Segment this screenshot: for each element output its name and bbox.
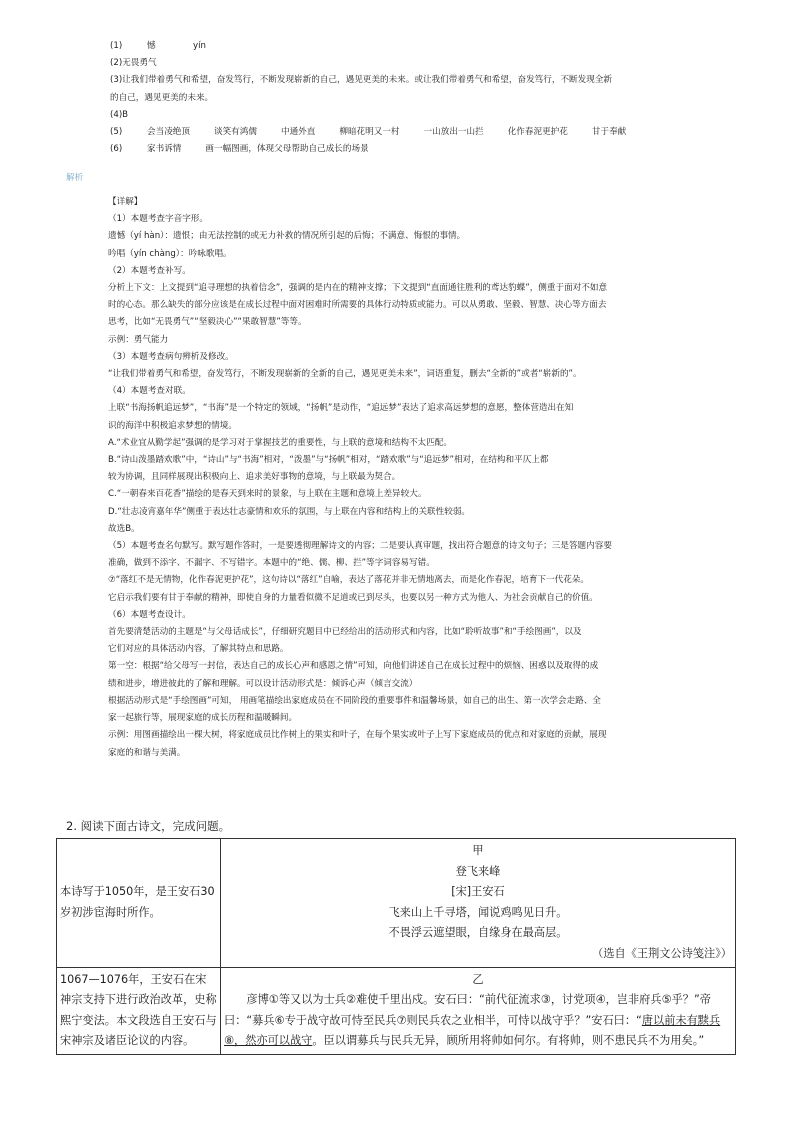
answer-2: (2)无畏勇气 xyxy=(110,58,157,69)
detail-line: 分析上下文：上文提到“追寻理想的执着信念”，强调的是内在的精神支撑；下文提到“直面通往胜利的鸢达豹蝶”，侧重于面对不如意 xyxy=(108,283,608,294)
detail-line: （1）本题考查字音字形。 xyxy=(108,214,208,225)
poem-author: [宋]王安石 xyxy=(451,885,505,899)
poem-line: 飞来山上千寻塔，闻说鸡鸣见日升。 xyxy=(388,905,568,919)
question-2-title: 2. 阅读下面古诗文，完成问题。 xyxy=(66,819,231,833)
answer-number: (1) xyxy=(110,41,123,51)
detail-line: 遗憾（yí hàn）：遗恨；由无法控制的或无力补救的情况所引起的后悔；不满意、悔恨的事情。 xyxy=(108,231,466,242)
underlined-sentence: 唐以前未有黩兵⑧，然亦可以战守 xyxy=(224,1013,721,1048)
detail-line: （2）本题考查补写。 xyxy=(108,265,191,276)
analysis-detail xyxy=(108,194,718,762)
poem-source: （选自《王荆文公诗笺注》） xyxy=(592,946,732,960)
detail-line: 上联“书海扬帆追远梦”，“书海”是一个特定的领域，“扬帆”是动作，“追远梦”表达了追求高远梦想的意愿，整体营造出在知 xyxy=(108,403,574,414)
footnote-marker: ⑥ xyxy=(274,1013,285,1027)
footnote-marker: ③ xyxy=(540,993,551,1007)
detail-line: 绩和进步，增进彼此的了解和理解。可以设计活动形式是：倾诉心声（倾言交流） xyxy=(108,678,418,689)
analysis-label: 解析 xyxy=(66,173,84,183)
detail-line: 家庭的和谐与美满。 xyxy=(108,747,186,758)
footnote-marker: ② xyxy=(345,993,356,1007)
answer-text: yín xyxy=(193,41,206,51)
answer-text: 憾 xyxy=(147,41,156,51)
answer-4: (4)B xyxy=(110,109,129,120)
detail-line: 示例：勇气能力 xyxy=(108,334,169,345)
section-label: 乙 xyxy=(472,972,484,986)
poem-cell xyxy=(221,839,736,968)
poem-title: 登飞来峰 xyxy=(455,864,501,878)
detail-line: 时的心态。那么缺失的部分应该是在成长过程中面对困难时所需要的具体行动特质或能力。可以从勇敢、坚毅、智慧、决心等方面去 xyxy=(108,300,607,311)
answer-item: 柳暗花明又一村 xyxy=(339,127,400,138)
answer-3: (3)让我们带着勇气和希望，奋发笃行，不断发现崭新的自己，遇见更美的未来。或让我们带着勇气和希望，奋发笃行，不断发现全新 xyxy=(110,75,613,86)
detail-line: A.“术业宜从勤学起”强调的是学习对于掌握技艺的重要性，与上联的意境和结构不太匹配。 xyxy=(108,437,452,448)
detail-line: 思考，比如“无畏勇气”“坚毅决心”“果敢智慧”等等。 xyxy=(108,317,307,328)
detail-line: 第一空：根据“给父母写一封信，表达自己的成长心声和感恩之情”可知，向他们讲述自己在成长过程中的烦恼、困惑以及取得的成 xyxy=(108,661,599,672)
footnote-marker: ④ xyxy=(595,993,606,1007)
section-label: 甲 xyxy=(472,844,484,857)
answer-1 xyxy=(110,38,750,55)
table-row xyxy=(57,839,736,968)
answer-6: (6) 家书诉情 画一幅图画，体现父母帮助自己成长的场景 xyxy=(110,141,750,158)
detail-line: （5）本题考查名句默写。默写题作答时，一是要透彻理解诗文的内容；二是要认真审题，找出符合题意的诗文句子；三是答题内容要 xyxy=(108,541,612,552)
detail-line: 故选B。 xyxy=(108,523,140,534)
detail-line: （3）本题考查病句辨析及修改。 xyxy=(108,351,234,362)
answer-item: 画一幅图画，体现父母帮助自己成长的场景 xyxy=(205,144,369,155)
footnote-marker: ⑦ xyxy=(396,1013,407,1027)
detail-line: 家一起旅行等，展现家庭的成长历程和温暖瞬间。 xyxy=(108,713,298,724)
detail-line: 它们对应的具体活动内容，了解其特点和思路。 xyxy=(108,644,289,655)
background-note: 本诗写于1050年，是王安石30岁初涉宦海时所作。 xyxy=(57,839,221,968)
answer-3-cont: 的自己，遇见更美的未来。 xyxy=(110,92,214,103)
table-row xyxy=(57,967,736,1054)
prose-cell xyxy=(221,967,736,1054)
answer-item: 会当凌绝顶 xyxy=(147,127,190,138)
footnote-marker: ⑤ xyxy=(661,993,672,1007)
detail-line: （6）本题考查设计。 xyxy=(108,609,191,620)
answer-item: 中通外直 xyxy=(280,127,316,138)
background-note: 1067—1076年，王安石在宋神宗支持下进行政治改革，史称熙宁变法。本文段选自王安石与宋神宗及诸臣论议的内容。 xyxy=(57,967,221,1054)
answer-item: 家书诉情 xyxy=(147,144,182,155)
answer-5: (5) 会当凌绝顶 谈笑有鸿儒 中通外直 柳暗花明又一村 一山放出一山拦 化作春泥更护花 甘于奉献 xyxy=(110,124,750,141)
reading-table xyxy=(56,838,736,1055)
detail-line: （4）本题考查对联。 xyxy=(108,386,191,397)
detail-line: B.“诗山泼墨踏欢歌”中，“诗山”与“书海”相对，“泼墨”与“扬帆”相对，“踏欢歌”与“追远梦”相对，在结构和平仄上都 xyxy=(108,455,549,466)
prose-text: 彦博①等又以为士兵②难使千里出戍。安石曰：“前代征流求③，讨党项④，岂非府兵⑤乎？”帝曰：“募兵⑥专于战守故可恃至民兵⑦则民兵农之业相半，可恃以战守乎？”安石曰：“唐以前未有黩兵⑧，然亦可以战守。臣以谓募兵与民兵无异，顾所用将帅如何尔。有将帅，则不患民兵不为用矣。” xyxy=(224,993,721,1048)
detail-line: 准确，做到不添字、不漏字、不写错字。本题中的“绝、儒、柳、拦”等字词容易写错。 xyxy=(108,558,435,569)
answer-item: 甘于奉献 xyxy=(591,127,627,138)
detail-line: 吟唱（yín chàng）：吟咏歌唱。 xyxy=(108,248,232,259)
answer-item: 一山放出一山拦 xyxy=(423,127,484,138)
detail-line: 较为协调，且同样展现出积极向上、追求美好事物的意境，与上联最为契合。 xyxy=(108,472,401,483)
detail-line: 它启示我们要有甘于奉献的精神，即使自身的力量看似微不足道或已到尽头，也要以另一种方式为他人、为社会贡献自己的价值。 xyxy=(108,592,598,603)
answer-block xyxy=(110,38,750,158)
poem-line: 不畏浮云遮望眼，自缘身在最高层。 xyxy=(388,926,568,940)
answer-item: 谈笑有鸿儒 xyxy=(213,127,257,138)
detail-line: D.“壮志凌宵嘉年华”侧重于表达壮志豪情和欢乐的氛围，与上联在内容和结构上的关联性较弱。 xyxy=(108,506,471,517)
answer-item: 化作春泥更护花 xyxy=(507,127,568,138)
detail-line: “让我们带着勇气和希望，奋发笃行，不断发现崭新的全新的自己，遇见更美未来”，词语重复，删去“全新的”或者“崭新的”。 xyxy=(108,369,582,380)
detail-line: 首先要清楚活动的主题是“与父母话成长”，仔细研究题目中已经给出的活动形式和内容，比如“聆听故事”和“手绘图画”，以及 xyxy=(108,627,582,638)
detail-line: 根据活动形式是“手绘图画”可知， 用画笔描绘出家庭成员在不同阶段的重要事件和温馨场景，如自己的出生、第一次学会走路、全 xyxy=(108,695,601,706)
footnote-marker: ① xyxy=(268,993,279,1007)
detail-line: C.“一朝春来百花香”描绘的是春天到来时的景象，与上联在主题和意境上差异较大。 xyxy=(108,489,427,500)
footnote-marker: ⑧ xyxy=(224,1034,235,1048)
detail-line: 识的海洋中积极追求梦想的情境。 xyxy=(108,420,237,431)
detail-line: 【详解】 xyxy=(108,197,143,207)
detail-line: ⑦“落红不是无情物，化作春泥更护花”，这句诗以“落红”自喻，表达了落花并非无情地离去，而是化作春泥，培育下一代花朵。 xyxy=(108,575,589,586)
detail-line: 示例：用图画描绘出一棵大树，将家庭成员比作树上的果实和叶子，在每个果实或叶子上写下家庭成员的优点和对家庭的贡献，展现 xyxy=(108,730,607,741)
